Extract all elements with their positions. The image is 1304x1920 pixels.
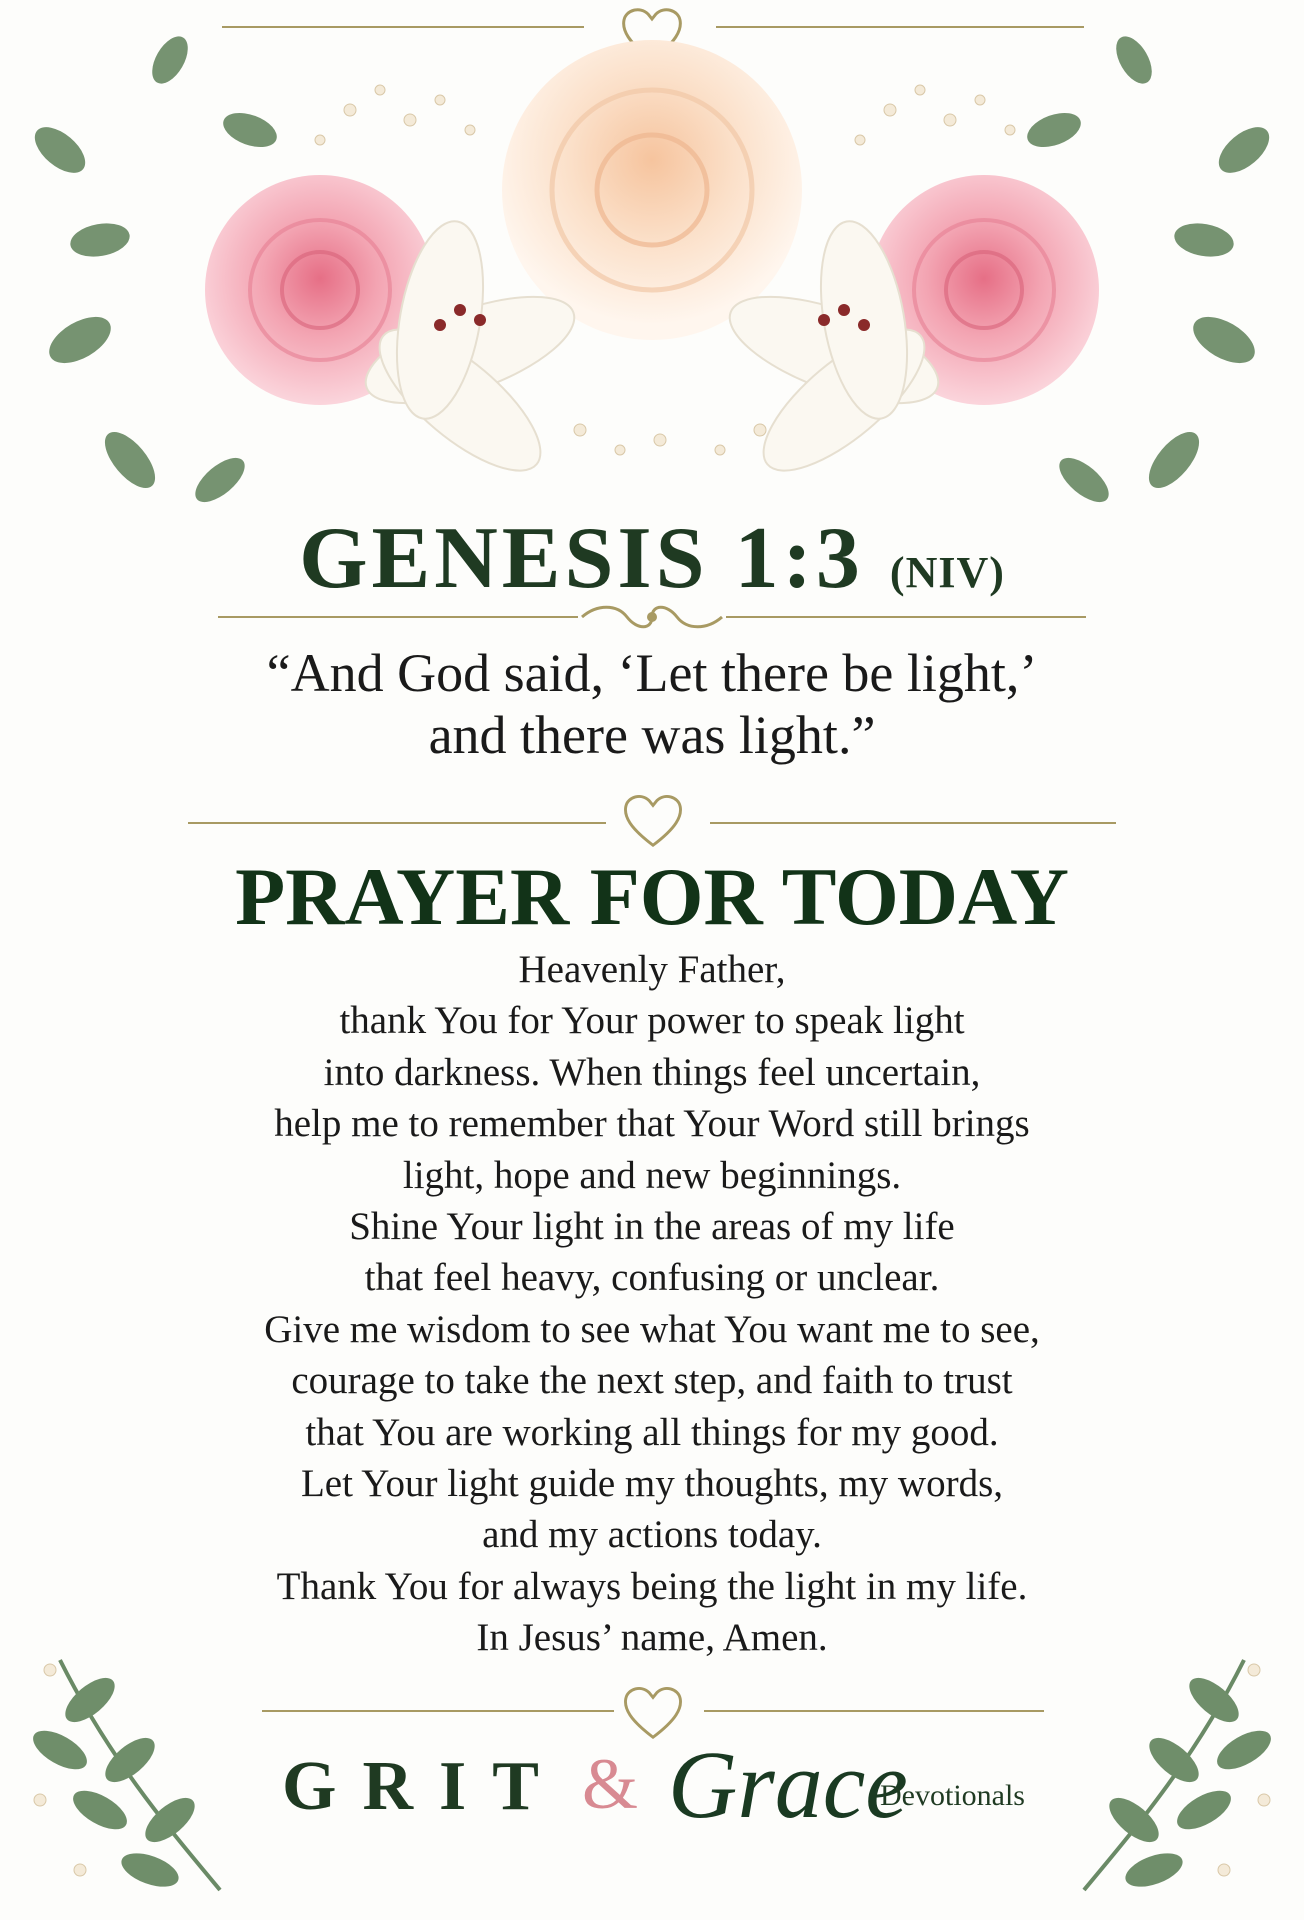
heart-rule-right: [710, 822, 1116, 824]
brand-logo: [0, 1731, 1304, 1865]
verse-line-1: “And God said, ‘Let there be light,’: [266, 643, 1038, 703]
heart-outline-icon: [620, 790, 686, 850]
prayer-line: into darkness. When things feel uncertain,: [323, 1050, 981, 1094]
prayer-line: light, hope and new beginnings.: [402, 1153, 902, 1197]
prayer-line: Let Your light guide my thoughts, my words,: [300, 1462, 1004, 1506]
prayer-line: Heavenly Father,: [518, 948, 786, 991]
reference-version: (NIV): [889, 548, 1005, 597]
prayer-line: courage to take the next step, and faith to trust: [291, 1359, 1013, 1403]
ornament-rule-right: [726, 616, 1086, 618]
verse-line-2: and there was light.”: [428, 705, 876, 765]
brand-ampersand: &: [582, 1744, 639, 1824]
prayer-line: In Jesus’ name, Amen.: [476, 1616, 828, 1660]
heart-rule-left: [188, 822, 606, 824]
brand-grace: Grace: [668, 1731, 908, 1838]
prayer-body: [0, 944, 1304, 1664]
bottom-rule-left: [262, 1710, 614, 1712]
scripture-reference: [0, 508, 1304, 609]
prayer-line: help me to remember that Your Word still brings: [274, 1102, 1030, 1146]
bottom-rule-right: [704, 1710, 1044, 1712]
ornament-rule-left: [218, 616, 578, 618]
prayer-line: Thank You for always being the light in my life.: [276, 1564, 1028, 1608]
prayer-line: Give me wisdom to see what You want me to see,: [264, 1307, 1040, 1351]
scroll-ornament-icon: [572, 600, 732, 634]
brand-grit: GRIT: [282, 1748, 565, 1825]
brand-devotionals: Devotionals: [880, 1779, 1025, 1812]
prayer-line: thank You for Your power to speak light: [339, 999, 965, 1043]
prayer-line: that You are working all things for my good.: [305, 1410, 999, 1454]
verse-text: [0, 642, 1304, 766]
prayer-line: and my actions today.: [482, 1513, 822, 1557]
prayer-title: PRAYER FOR TODAY: [235, 851, 1069, 942]
prayer-line: that feel heavy, confusing or unclear.: [364, 1256, 940, 1300]
floral-bouquet: [20, 20, 1284, 540]
prayer-line: Shine Your light in the areas of my life: [349, 1205, 955, 1249]
reference-book: GENESIS 1:3: [299, 510, 864, 607]
